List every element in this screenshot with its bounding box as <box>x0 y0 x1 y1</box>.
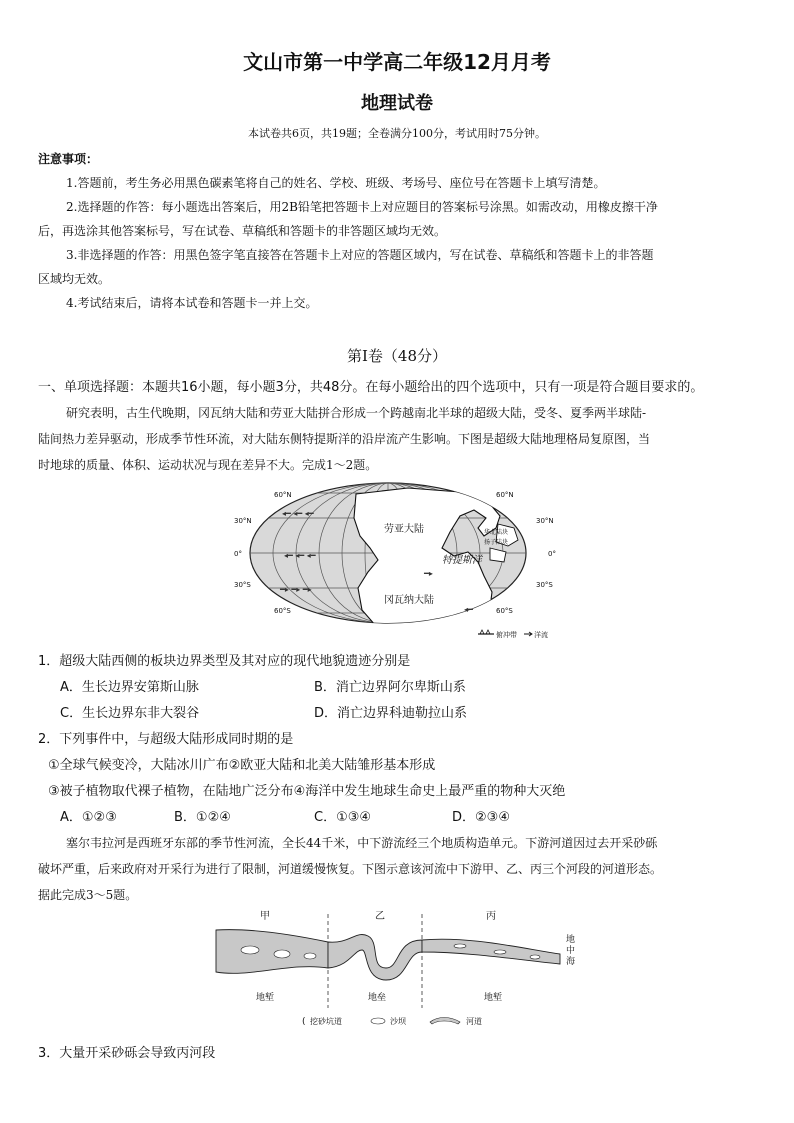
passage-line: 塞尔韦拉河是西班牙东部的季节性河流，全长44千米，中下游流经三个地质构造单元。下游河道因过去开采砂砾 <box>66 836 658 850</box>
lat-label: 30°S <box>536 581 553 589</box>
question-stem: 2．下列事件中，与超级大陆形成同时期的是 <box>38 732 294 747</box>
notice-line: 2.选择题的作答：每小题选出答案后，用2B铅笔把答题卡上对应题目的答案标号涂黑。如需改动，用橡皮擦干净 <box>66 200 658 214</box>
sea-char: 中 <box>566 946 576 956</box>
svg-text:◂━ ◂━ ◂━: ◂━ ◂━ ◂━ <box>282 509 314 518</box>
map-legend <box>478 630 548 639</box>
exam-meta: 本试卷共6页，共19题；全卷满分100分，考试用时75分钟。 <box>248 127 546 140</box>
sea-char: 地 <box>566 935 576 945</box>
legend-current: 洋流 <box>534 631 548 639</box>
q1-option-d[interactable]: D．消亡边界科迪勒拉山系 <box>314 706 468 721</box>
lat-label: 0° <box>548 550 556 558</box>
question-stem: 3．大量开采砂砾会导致丙河段 <box>38 1046 216 1061</box>
svg-text:(: ( <box>302 1017 306 1027</box>
q2-option-d[interactable]: D．②③④ <box>452 810 510 825</box>
segment-label-jia: 甲 <box>260 911 270 922</box>
exam-title: 文山市第一中学高二年级12月月考 <box>243 50 551 74</box>
notice-heading: 注意事项： <box>38 152 99 166</box>
q2-option-a[interactable]: A．①②③ <box>60 810 117 825</box>
lat-label: 30°N <box>234 517 252 525</box>
notice-line: 4.考试结束后，请将本试卷和答题卡一并上交。 <box>66 296 318 310</box>
q2-option-b[interactable]: B．①②④ <box>174 810 231 825</box>
lat-label: 60°N <box>274 491 292 499</box>
q2-option-c[interactable]: C．①③④ <box>314 810 372 825</box>
q1-option-c[interactable]: C．生长边界东非大裂谷 <box>60 706 200 721</box>
section-instruction: 一、单项选择题：本题共16小题，每小题3分，共48分。在每小题给出的四个选项中，只有一项是符合题目要求的。 <box>38 380 704 395</box>
lat-label: 0° <box>234 550 242 558</box>
passage-line: 据此完成3～5题。 <box>38 888 138 902</box>
lat-label: 30°N <box>536 517 554 525</box>
legend-trench: 俯冲带 <box>496 631 517 639</box>
lat-label: 60°N <box>496 491 514 499</box>
legend-bar: 沙坝 <box>390 1017 406 1026</box>
passage-line: 时地球的质量、体积、运动状况与现在差异不大。完成1～2题。 <box>38 458 378 472</box>
svg-text:━▸ ━▸ ━▸: ━▸ ━▸ ━▸ <box>280 585 312 594</box>
legend-pit: 挖砂坑道 <box>310 1017 342 1026</box>
section-title: 第Ⅰ卷（48分） <box>346 347 447 365</box>
passage-line: 陆间热力差异驱动，形成季节性环流，对大陆东侧特提斯洋的沿岸流产生影响。下图是超级大陆地理格局复原图，当 <box>38 432 651 446</box>
block-label: 华北陆块 <box>484 529 509 536</box>
river-diagram <box>210 906 590 1036</box>
notice-line: 3.非选择题的作答：用黑色签字笔直接答在答题卡上对应的答题区域内，写在试卷、草稿纸和答题卡上的非答题 <box>66 248 654 262</box>
bottom-label: 地堑 <box>484 993 503 1003</box>
river-channel-yi <box>328 934 422 980</box>
lat-label: 60°S <box>274 607 291 615</box>
sea-char: 海 <box>566 957 576 967</box>
segment-label-bing: 丙 <box>486 911 496 922</box>
lat-label: 60°S <box>496 607 513 615</box>
legend-channel: 河道 <box>466 1017 482 1026</box>
sea-label <box>566 933 575 967</box>
notice-line: 后，再选涂其他答案标号，写在试卷、草稿纸和答题卡的非答题区域均无效。 <box>38 224 447 238</box>
q2-item-line: ①全球气候变冷，大陆冰川广布②欧亚大陆和北美大陆雏形基本形成 <box>48 758 436 773</box>
svg-text:━▸: ━▸ <box>424 569 433 578</box>
ocean-label: 特提斯洋 <box>442 555 482 566</box>
q1-option-a[interactable]: A．生长边界安第斯山脉 <box>60 680 199 695</box>
svg-text:◂━ ◂━ ◂━: ◂━ ◂━ ◂━ <box>284 551 316 560</box>
svg-text:◂━: ◂━ <box>464 605 473 614</box>
passage-line: 破坏严重，后来政府对开采行为进行了限制，河道缓慢恢复。下图示意该河流中下游甲、乙、丙三个河段的河道形态。 <box>38 862 663 876</box>
river-channel-bing <box>422 939 560 964</box>
river-channel-jia <box>216 930 328 974</box>
block-label: 扬子陆块 <box>484 539 509 546</box>
notice-line: 区域均无效。 <box>38 272 111 286</box>
notice-line: 1.答题前，考生务必用黑色碳素笔将自己的姓名、学校、班级、考场号、座位号在答题卡上填写清楚。 <box>66 176 606 190</box>
lat-label: 30°S <box>234 581 251 589</box>
bottom-label: 地堑 <box>256 993 275 1003</box>
continent-label-north: 劳亚大陆 <box>384 524 424 535</box>
supercontinent-map <box>228 476 568 642</box>
segment-label-yi: 乙 <box>375 911 385 922</box>
passage-line: 研究表明，古生代晚期，冈瓦纳大陆和劳亚大陆拼合形成一个跨越南北半球的超级大陆，受冬、夏季两半球陆- <box>66 406 647 420</box>
q1-option-b[interactable]: B．消亡边界阿尔卑斯山系 <box>314 680 466 695</box>
continent-label-south: 冈瓦纳大陆 <box>384 595 434 606</box>
bottom-label: 地垒 <box>368 993 387 1003</box>
q2-item-line: ③被子植物取代裸子植物，在陆地广泛分布④海洋中发生地球生命史上最严重的物种大灭绝 <box>48 784 566 799</box>
exam-subtitle: 地理试卷 <box>361 93 433 114</box>
diagram-legend <box>302 1016 482 1027</box>
question-stem: 1．超级大陆西侧的板块边界类型及其对应的现代地貌遗迹分别是 <box>38 654 411 669</box>
